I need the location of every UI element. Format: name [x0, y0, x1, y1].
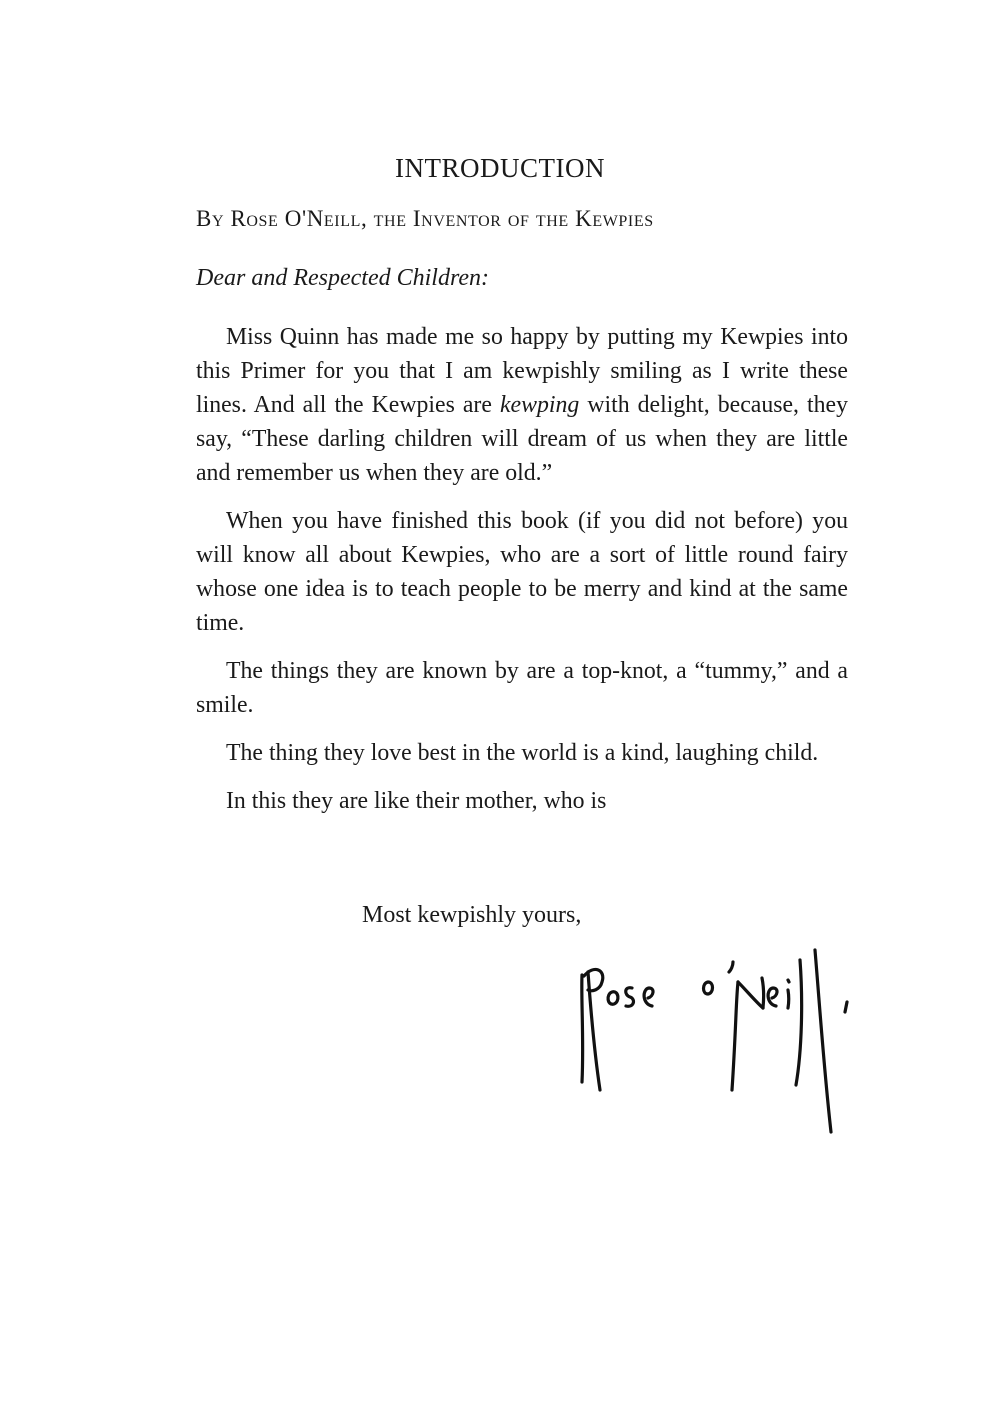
paragraph-1-italic-word: kewping — [499, 392, 580, 418]
paragraph-4: The thing they love best in the world is a kind, laughing child. — [226, 740, 819, 766]
paragraph-2: When you have finished this book (if you did not before) you will know all about Kewpies, who are a sort of little round fairy whose one idea is to teach people to be merry and kind at the same time. — [196, 508, 848, 636]
paragraph-3: The things they are known by are a top-knot, a “tummy,” and a smile. — [196, 658, 848, 718]
salutation: Dear and Respected Children: — [196, 265, 490, 291]
paragraph-5: In this they are like their mother, who is — [226, 788, 607, 814]
paragraph-1-text-b: with delight, because, they say, “These darling children will dream of us when they are little and remember us when they are old.” — [196, 392, 849, 486]
letter-body — [196, 320, 848, 832]
paragraph-1-text-a: Miss Quinn has made me so happy by putting my Kewpies into this Primer for you that I am kewpishly smiling as I write these lines. And all the Kewpies are — [196, 324, 848, 418]
byline: By Rose O'Neill, the Inventor of the Kewpies — [196, 206, 654, 231]
paragraph-1 — [196, 320, 848, 490]
handwritten-signature — [560, 940, 860, 1140]
page-title: INTRODUCTION — [395, 153, 605, 183]
closing: Most kewpishly yours, — [362, 902, 582, 928]
